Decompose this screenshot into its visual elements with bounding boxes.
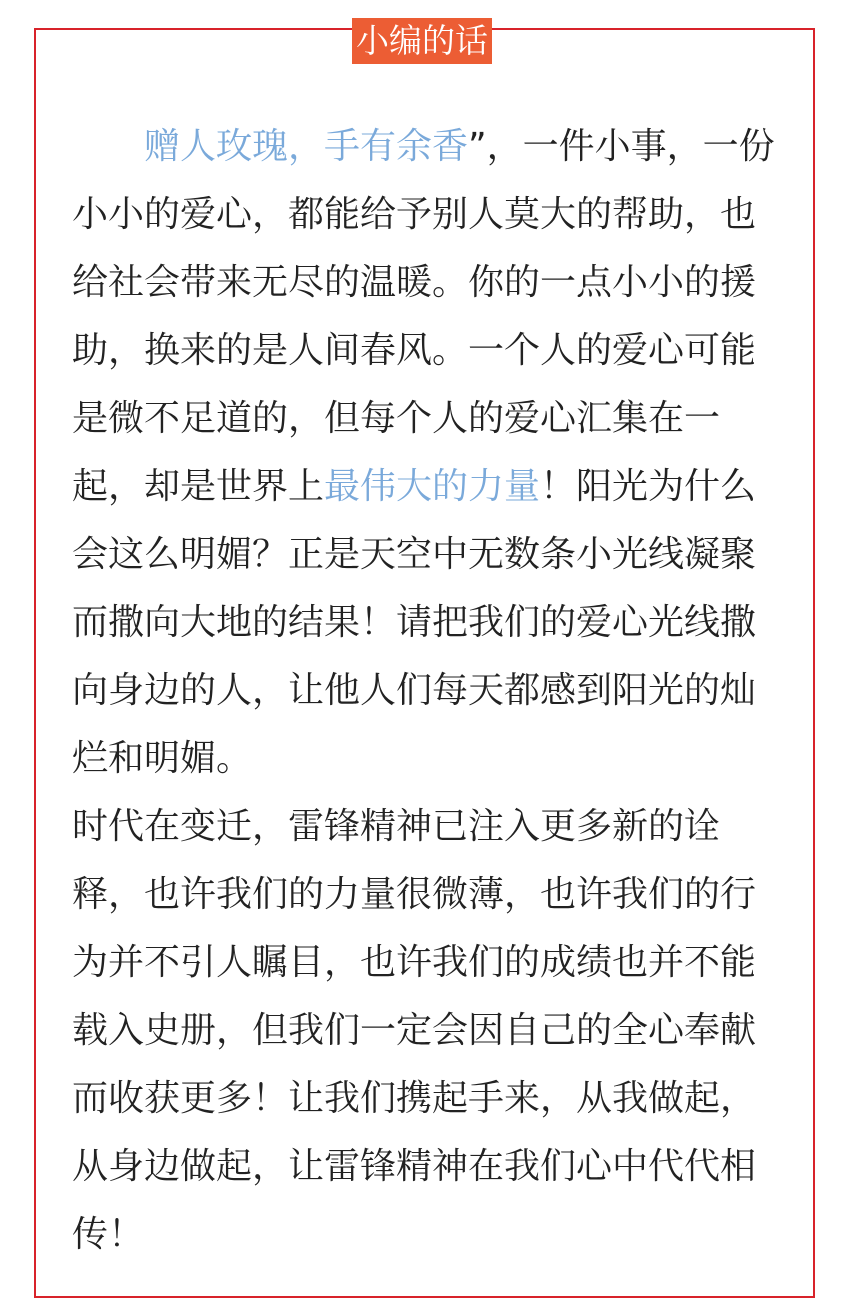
highlight-text: 最伟大的力量: [324, 466, 541, 507]
text-line: 向身边的人，让他人们每天都感到阳光的灿: [72, 670, 757, 711]
text-line: 载入史册，但我们一定会因自己的全心奉献: [72, 1010, 757, 1051]
section-title: 小编的话: [352, 18, 492, 64]
text-line: 为并不引人瞩目，也许我们的成绩也并不能: [72, 942, 757, 983]
text-line: 助，换来的是人间春风。一个人的爱心可能: [72, 330, 757, 371]
text-line: 从身边做起，让雷锋精神在我们心中代代相: [72, 1146, 757, 1187]
text-line: 而收获更多！让我们携起手来，从我做起，: [72, 1078, 757, 1119]
text-line: 烂和明媚。: [72, 738, 253, 779]
text-line: 会这么明媚？正是天空中无数条小光线凝聚: [72, 534, 757, 575]
text-line: 是微不足道的，但每个人的爱心汇集在一: [72, 398, 721, 439]
text-line: 释，也许我们的力量很微薄，也许我们的行: [72, 874, 757, 915]
text-line: 时代在变迁，雷锋精神已注入更多新的诠: [72, 806, 721, 847]
text-line: 赠人玫瑰，手有余香”，一件小事，一份: [144, 126, 775, 167]
text-line: 给社会带来无尽的温暖。你的一点小小的援: [72, 262, 757, 303]
text-line: 而撒向大地的结果！请把我们的爱心光线撒: [72, 602, 757, 643]
text-line: 小小的爱心，都能给予别人莫大的帮助，也: [72, 194, 757, 235]
text-line: 起，却是世界上最伟大的力量！阳光为什么: [72, 466, 757, 507]
text-line: 传！: [72, 1214, 145, 1255]
highlight-text: 赠人玫瑰，手有余香: [144, 126, 469, 167]
